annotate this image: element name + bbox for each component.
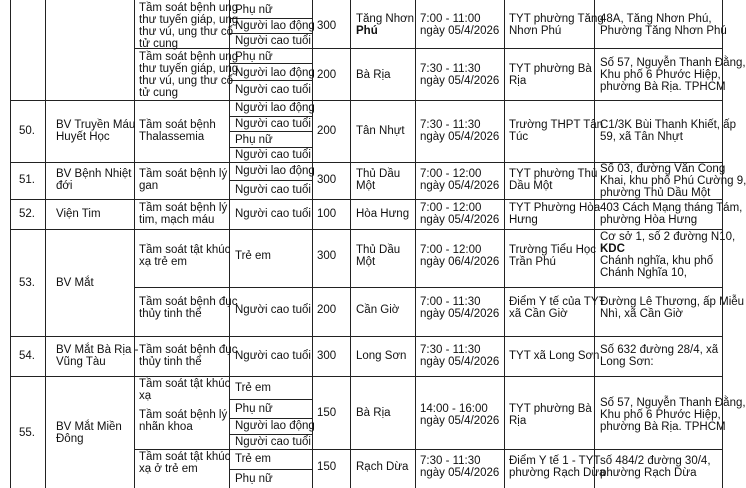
time-text: ngày 06/4/2026	[420, 256, 500, 268]
quantity-text: 300	[317, 20, 337, 32]
commune-text: Phú	[356, 25, 378, 37]
hospital-name: đới	[56, 180, 73, 192]
address-text: Khu phố 6 Phước Hiệp,	[600, 409, 721, 421]
time-text: 7:30 - 11:30	[420, 455, 481, 467]
target-text: Trẻ em	[235, 382, 271, 394]
program-text: Tầm soát bệnh lý	[139, 168, 228, 180]
col-border	[504, 0, 505, 488]
program-text: Tầm soát bệnh lý	[139, 202, 228, 214]
program-text: Thalassemia	[139, 131, 205, 143]
quantity-text: 200	[317, 69, 337, 81]
row-number: 54.	[19, 350, 35, 362]
program-text: tử cung	[139, 38, 179, 50]
quantity-text: 300	[317, 350, 337, 362]
target-border	[229, 180, 312, 181]
program-text: xạ trẻ em	[139, 256, 187, 268]
address-text: Khu phố 6 Phước Hiệp,	[600, 69, 721, 81]
address-text: KDC	[600, 243, 625, 255]
program-text: thư tuyến giáp, ung	[139, 63, 239, 75]
time-text: 14:00 - 16:00	[420, 403, 488, 415]
target-text: Người lao động	[235, 165, 315, 177]
quantity-text: 150	[317, 407, 337, 419]
program-text: thư tuyến giáp, ung	[139, 14, 239, 26]
time-text: 7:30 - 11:30	[420, 63, 481, 75]
program-text: Tầm soát tật khúc	[139, 244, 231, 256]
quantity-text: 100	[317, 208, 337, 220]
address-text: Số 57, Nguyễn Thanh Đằng,	[600, 57, 746, 69]
address-text: phường Bà Rịa. TPHCM	[600, 421, 726, 433]
subrow-border	[134, 287, 722, 288]
target-text: Phụ nữ	[235, 4, 273, 16]
col-border	[722, 0, 723, 488]
commune-text: Bà Rịa	[356, 407, 391, 419]
address-text: 403 Cách Mạng tháng Tám,	[600, 202, 743, 214]
address-text: Chánh Nghĩa 10,	[600, 267, 687, 279]
target-border	[229, 80, 312, 81]
venue-text: Nhơn Phú	[509, 25, 562, 37]
target-text: Người lao động	[235, 102, 315, 114]
program-text: tim, mạch máu	[139, 214, 215, 226]
program-text: Tầm soát tật khúc	[139, 378, 231, 390]
address-text: Số 57, Nguyễn Thanh Đằng,	[600, 397, 746, 409]
venue-text: Rịa	[509, 415, 527, 427]
target-border	[229, 418, 312, 419]
program-text: Tầm soát bệnh ung	[139, 2, 239, 14]
time-text: 7:00 - 12:00	[420, 168, 482, 180]
time-text: 7:00 - 12:00	[420, 244, 482, 256]
target-text: Người cao tuổi	[235, 208, 311, 220]
target-border	[229, 116, 312, 117]
target-text: Người cao tuổi	[235, 184, 311, 196]
address-text: phường Bà Rịa. TPHCM	[600, 81, 726, 93]
address-text: Long Sơn:	[600, 356, 654, 368]
commune-text: Hòa Hưng	[356, 208, 410, 220]
target-text: Phụ nữ	[235, 134, 273, 146]
target-text: Người lao động	[235, 67, 315, 79]
program-text: thư vú, ung thư cổ	[139, 75, 234, 87]
quantity-text: 200	[317, 125, 337, 137]
target-border	[229, 33, 312, 34]
hospital-name: BV Mắt	[56, 277, 94, 289]
address-text: phường Hòa Hưng	[600, 214, 698, 226]
hospital-name: BV Truyền Máu	[56, 119, 136, 131]
row-border	[10, 100, 722, 101]
program-text: thủy tinh thể	[139, 356, 202, 368]
hospital-name: Đông	[56, 433, 84, 445]
venue-text: Điểm Y tế 1 - TYT	[509, 455, 601, 467]
program-text: Tầm soát bệnh đục	[139, 296, 238, 308]
program-text: Tầm soát bệnh	[139, 119, 216, 131]
venue-text: Trường Tiểu Học	[509, 244, 597, 256]
address-text: phường Rạch Dừa	[600, 467, 697, 479]
target-border	[229, 147, 312, 148]
address-text: 59, xã Tân Nhựt	[600, 131, 683, 143]
venue-text: TYT Phường Hòa	[509, 202, 601, 214]
address-text: số 484/2 đường 30/4,	[600, 455, 711, 467]
address-text: Số 632 đường 28/4, xã	[600, 344, 719, 356]
target-text: Người lao động	[235, 420, 315, 432]
venue-text: Hưng	[509, 214, 538, 226]
target-text: Người cao tuổi	[235, 84, 311, 96]
time-text: ngày 05/4/2026	[420, 75, 500, 87]
venue-text: Dầu Một	[509, 180, 553, 192]
hospital-name: BV Mắt Bà Rịa -	[56, 344, 139, 356]
commune-text: Một	[356, 256, 376, 268]
target-text: Phụ nữ	[235, 403, 273, 415]
col-border	[134, 0, 135, 488]
row-number: 53.	[19, 277, 35, 289]
target-text: Người cao tuổi	[235, 304, 311, 316]
target-text: Trẻ em	[235, 250, 271, 262]
address-text: Chánh nghĩa, khu phố	[600, 255, 714, 267]
commune-text: Tăng Nhơn	[356, 13, 415, 25]
target-border	[229, 18, 312, 19]
hospital-name: BV Bệnh Nhiệt	[56, 168, 132, 180]
venue-text: TYT xã Long Sơn	[509, 350, 600, 362]
venue-text: TYT phường Bà	[509, 403, 592, 415]
venue-text: Trường THPT Tân	[509, 119, 604, 131]
time-text: 7:00 - 11:30	[420, 296, 481, 308]
col-border	[45, 0, 46, 488]
venue-text: phường Rạch Dừa	[509, 467, 606, 479]
target-border	[229, 434, 312, 435]
address-text: C1/3K Bùi Thanh Khiết, ấp	[600, 119, 736, 131]
address-text: Cơ sở 1, số 2 đường N10,	[600, 231, 736, 243]
venue-text: TYT phường Bà	[509, 63, 592, 75]
row-border	[10, 376, 722, 377]
venue-text: Trần Phú	[509, 256, 556, 268]
target-border	[229, 399, 312, 400]
target-border	[229, 469, 312, 470]
commune-text: Long Sơn	[356, 350, 407, 362]
hospital-name: Vũng Tàu	[56, 356, 106, 368]
time-text: ngày 05/4/2026	[420, 415, 500, 427]
commune-text: Thủ Dầu	[356, 168, 401, 180]
quantity-text: 300	[317, 250, 337, 262]
target-text: Phụ nữ	[235, 473, 273, 485]
address-text: Đường Lê Thương, ấp Miễu	[600, 296, 745, 308]
venue-text: Túc	[509, 131, 529, 143]
program-text: Tầm soát bệnh đục	[139, 344, 238, 356]
quantity-text: 300	[317, 174, 337, 186]
program-text: xạ	[139, 390, 152, 402]
commune-text: Bà Rịa	[356, 69, 391, 81]
program-text: thư vú, ung thư cổ	[139, 26, 234, 38]
program-text: Tầm soát bệnh lý	[139, 409, 228, 421]
target-text: Người cao tuổi	[235, 118, 311, 130]
target-text: Người cao tuổi	[235, 149, 311, 161]
commune-text: Rạch Dừa	[356, 461, 409, 473]
hospital-name: Huyết Học	[56, 131, 110, 143]
target-text: Trẻ em	[235, 453, 271, 465]
program-text: tử cung	[139, 87, 179, 99]
target-text: Người cao tuổi	[235, 436, 311, 448]
target-border	[229, 131, 312, 132]
time-text: 7:30 - 11:30	[420, 344, 481, 356]
venue-text: Rịa	[509, 75, 527, 87]
hospital-name: BV Mắt Miền	[56, 421, 122, 433]
time-text: 7:00 - 11:00	[420, 13, 481, 25]
target-text: Người lao động	[235, 20, 315, 32]
venue-text: Điểm Y tế của TYT	[509, 296, 606, 308]
venue-text: xã Cần Giờ	[509, 308, 568, 320]
quantity-text: 150	[317, 461, 337, 473]
address-text: Khai, khu phố Phú Cường 9,	[600, 175, 746, 187]
target-text: Phụ nữ	[235, 51, 273, 63]
row-number: 55.	[19, 427, 35, 439]
target-text: Người cao tuổi	[235, 35, 311, 47]
row-number: 51.	[19, 174, 35, 186]
commune-text: Tân Nhựt	[356, 125, 405, 137]
address-text: Số 03, đường Văn Cong	[600, 163, 726, 175]
time-text: 7:30 - 11:30	[420, 119, 481, 131]
address-text: phường Thủ Dầu Một	[600, 187, 711, 199]
venue-text: TYT phường Tăng	[509, 13, 604, 25]
venue-text: TYT phường Thủ	[509, 168, 598, 180]
time-text: ngày 05/4/2026	[420, 180, 500, 192]
row-number: 52.	[19, 208, 35, 220]
program-text: nhãn khoa	[139, 421, 193, 433]
commune-text: Thủ Dầu	[356, 244, 401, 256]
quantity-text: 200	[317, 304, 337, 316]
program-text: gan	[139, 180, 159, 192]
row-border	[10, 229, 722, 230]
time-text: ngày 05/4/2026	[420, 25, 500, 37]
col-border	[415, 0, 416, 488]
time-text: 7:00 - 12:00	[420, 202, 482, 214]
commune-text: Một	[356, 180, 376, 192]
subrow-border	[134, 449, 722, 450]
subrow-border	[134, 48, 722, 49]
row-number: 50.	[19, 125, 35, 137]
time-text: ngày 05/4/2026	[420, 308, 500, 320]
target-text: Người cao tuổi	[235, 350, 311, 362]
program-text: thủy tinh thể	[139, 308, 202, 320]
time-text: ngày 05/4/2026	[420, 356, 500, 368]
commune-text: Cần Giờ	[356, 304, 400, 316]
program-text: Tầm soát bệnh ung	[139, 51, 239, 63]
time-text: ngày 05/4/2026	[420, 467, 500, 479]
time-text: ngày 05/4/2026	[420, 131, 500, 143]
address-text: 48A, Tăng Nhơn Phú,	[600, 13, 712, 25]
time-text: ngày 05/4/2026	[420, 214, 500, 226]
col-border	[10, 0, 11, 488]
program-text: xạ ở trẻ em	[139, 463, 198, 475]
col-border	[350, 0, 351, 488]
program-text: Tầm soát tật khúc	[139, 451, 231, 463]
row-border	[10, 336, 722, 337]
address-text: Phường Tăng Nhơn Phú	[600, 25, 727, 37]
address-text: Nhì, xã Cần Giờ	[600, 308, 683, 320]
hospital-name: Viện Tim	[56, 208, 101, 220]
